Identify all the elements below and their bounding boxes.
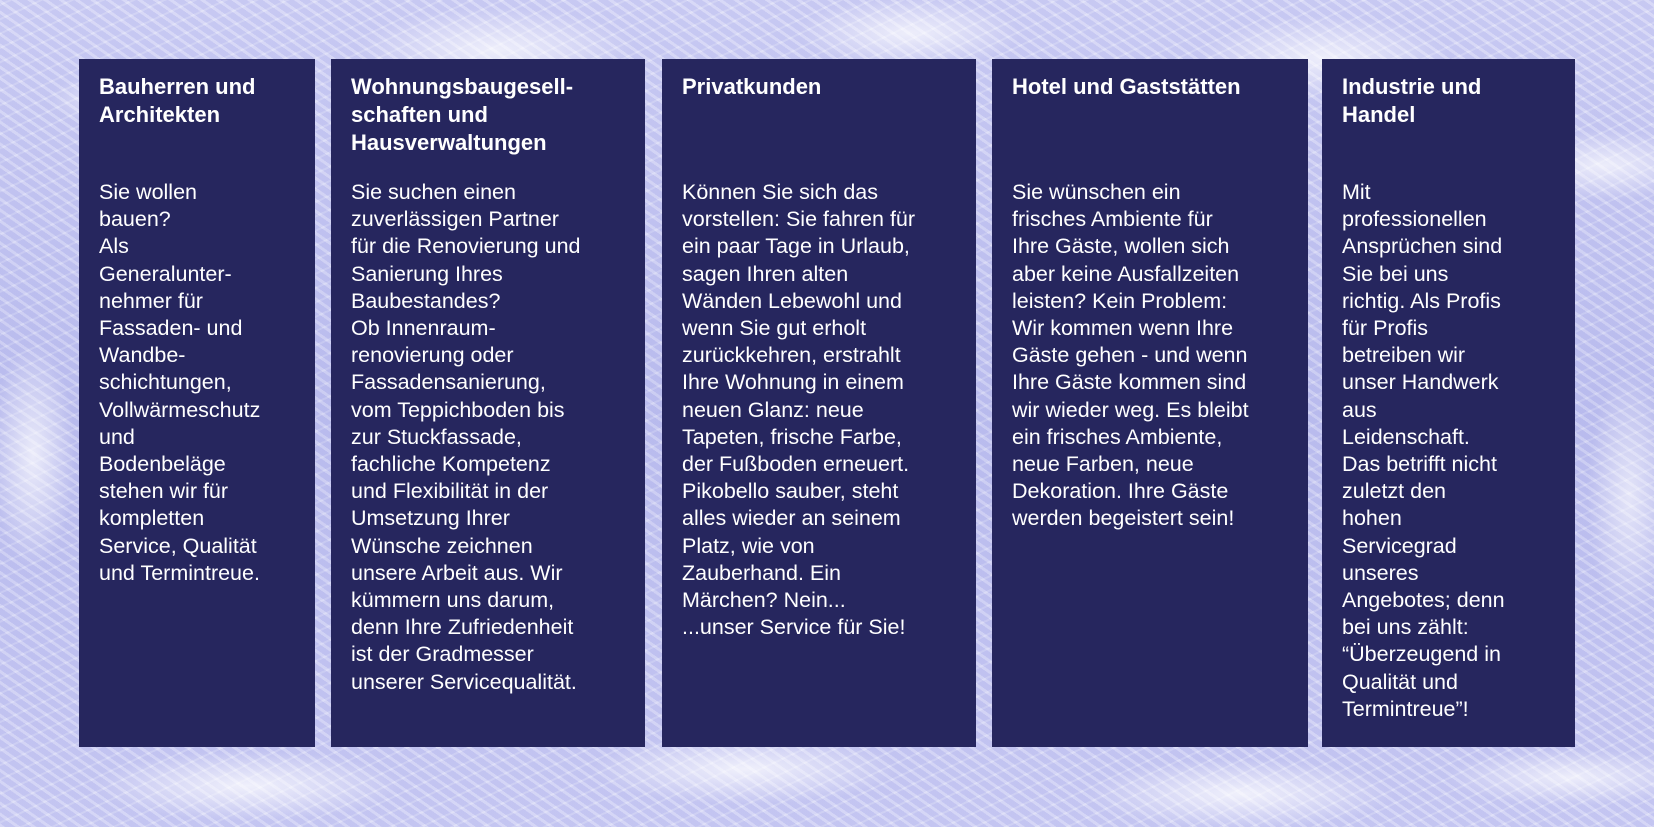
panel-body: Sie wünschen ein frisches Ambiente für Ihre Gäste, wollen sich aber keine Ausfallzeiten leisten? Kein Problem: Wir kommen wenn Ihre Gäste gehen - und wenn Ihre Gäste kommen sind wir wieder weg. Es bleibt ein frisches Ambiente, neue Farben, neue Dekoration. Ihre Gäste werden begeistert sein! xyxy=(1012,180,1249,531)
panel-title: Wohnungsbaugesell- schaften und Hausverwaltungen xyxy=(351,74,574,155)
panel-body: Können Sie sich das vorstellen: Sie fahren für ein paar Tage in Urlaub, sagen Ihren alten Wänden Lebewohl und wenn Sie gut erholt zurückkehren, erstrahlt Ihre Wohnung in einem neuen Glanz: neue Tapeten, frische Farbe, der Fußboden erneuert. Pikobello sauber, steht alles wieder an seinem Platz, wie von Zauberhand. Ein Märchen? Nein... ...unser Service für Sie! xyxy=(682,180,916,640)
panel-body: Sie suchen einen zuverlässigen Partner für die Renovierung und Sanierung Ihres Baubestandes? Ob Innenraum- renovierung oder Fassadensanierung, vom Teppichboden bis zur Stuckfassade, fachliche Kompetenz und Flexibilität in der Umsetzung Ihrer Wünsche zeichnen unsere Arbeit aus. Wir kümmern uns darum, denn Ihre Zufriedenheit ist der Gradmesser unserer Servicequalität. xyxy=(351,180,581,694)
panel-industrie-handel xyxy=(1322,59,1575,747)
panel-bauherren-architekten xyxy=(79,59,315,747)
panel-wohnungsbaugesellschaften xyxy=(331,59,645,747)
panel-title: Industrie und Handel xyxy=(1342,74,1482,127)
panel-privatkunden xyxy=(662,59,976,747)
panel-hotel-gaststaetten xyxy=(992,59,1308,747)
panel-title: Bauherren und Architekten xyxy=(99,74,256,127)
panel-title: Privatkunden xyxy=(682,74,822,99)
panel-title: Hotel und Gaststätten xyxy=(1012,74,1241,99)
panel-body: Mit professionellen Ansprüchen sind Sie bei uns richtig. Als Profis für Profis betreiben wir unser Handwerk aus Leidenschaft. Das betrifft nicht zuletzt den hohen Servicegrad unseres Angebotes; denn bei uns zählt: “Überzeugend in Qualität und Termintreue”! xyxy=(1342,180,1505,721)
panel-body: Sie wollen bauen? Als Generalunter- nehmer für Fassaden- und Wandbe- schichtungen, Vollwärmeschutz und Bodenbeläge stehen wir für kompletten Service, Qualität und Termintreue. xyxy=(99,180,261,585)
